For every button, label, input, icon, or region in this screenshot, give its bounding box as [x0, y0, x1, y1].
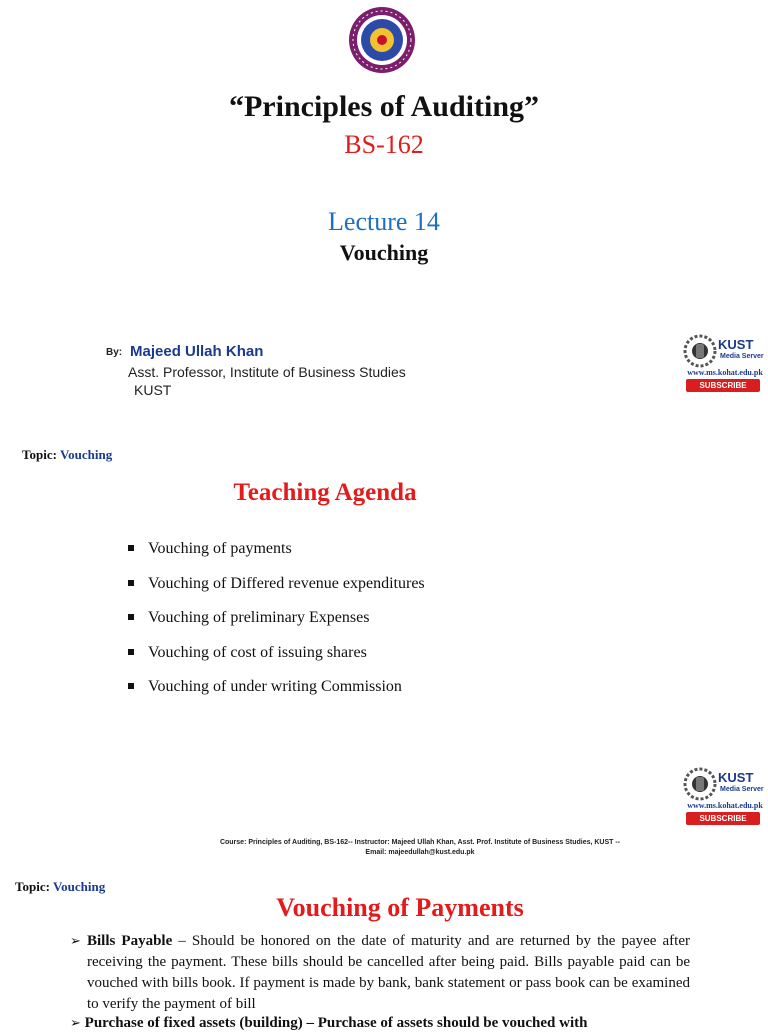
list-item: Vouching of cost of issuing shares [128, 644, 425, 679]
by-label: By: [106, 347, 123, 358]
course-title: “Principles of Auditing” [228, 90, 540, 123]
list-item: Vouching of payments [128, 540, 425, 575]
bullet-icon [128, 649, 134, 655]
payments-heading: Vouching of Payments [276, 893, 524, 922]
list-item: Vouching of under writing Commission [128, 678, 425, 713]
agenda-list [128, 540, 425, 713]
topic-label [22, 447, 112, 463]
next-bullet-text: Purchase of fixed assets (building) – Purchase of assets should be vouched with [84, 1015, 588, 1031]
media-server-icon [678, 767, 722, 801]
badge-title: KUST [718, 770, 754, 785]
author-title: Asst. Professor, Institute of Business Studies [128, 364, 406, 380]
kust-media-server-badge[interactable] [676, 767, 768, 831]
topic-value: Vouching [59, 447, 113, 462]
kust-media-server-badge[interactable] [676, 334, 768, 398]
arrow-bullet-icon: ➢ [70, 934, 81, 949]
bullet-icon [128, 545, 134, 551]
subscribe-button[interactable]: SUBSCRIBE [686, 379, 760, 392]
badge-subtitle: Media Server [720, 786, 764, 793]
media-server-icon [678, 334, 722, 368]
bullet-icon [128, 614, 134, 620]
arrow-bullet-icon: ➢ [70, 1016, 81, 1031]
footer-course-line: Course: Principles of Auditing, BS-162-- Instructor: Majeed Ullah Khan, Asst. Prof. Institute of Business Studies, KUST -- [219, 839, 621, 846]
badge-url[interactable]: www.ms.kohat.edu.pk [687, 368, 763, 377]
topic-prefix: Topic: [22, 447, 57, 462]
bullet-icon [128, 580, 134, 586]
bills-payable-term: Bills Payable [87, 933, 173, 949]
badge-subtitle: Media Server [720, 353, 764, 360]
course-footer [140, 838, 700, 858]
university-logo [345, 6, 419, 74]
list-item: Vouching of Differed revenue expenditures [128, 575, 425, 610]
bills-payable-text: – Should be honored on the date of maturity and are returned by the payee after receiving the payment. These bills should be cancelled after being paid. Bills payable paid can be vouched with bills book. If payment is made by bank, bank statement or pass book can be examined to verify the payment of bill [87, 933, 690, 1012]
course-code: BS-162 [344, 130, 424, 159]
subscribe-button[interactable]: SUBSCRIBE [686, 812, 760, 825]
agenda-heading: Teaching Agenda [233, 479, 417, 506]
badge-title: KUST [718, 337, 754, 352]
author-name: Majeed Ullah Khan [130, 343, 264, 360]
lecture-number: Lecture 14 [328, 207, 440, 236]
bills-payable-paragraph [70, 931, 690, 1015]
list-item: Vouching of preliminary Expenses [128, 609, 425, 644]
topic-value: Vouching [52, 879, 106, 894]
bullet-icon [128, 683, 134, 689]
author-organization: KUST [134, 382, 172, 398]
lecture-topic: Vouching [339, 240, 429, 265]
badge-url[interactable]: www.ms.kohat.edu.pk [687, 801, 763, 810]
topic-prefix: Topic: [15, 879, 50, 894]
footer-email-line: Email: majeedullah@kust.edu.pk [365, 849, 475, 856]
